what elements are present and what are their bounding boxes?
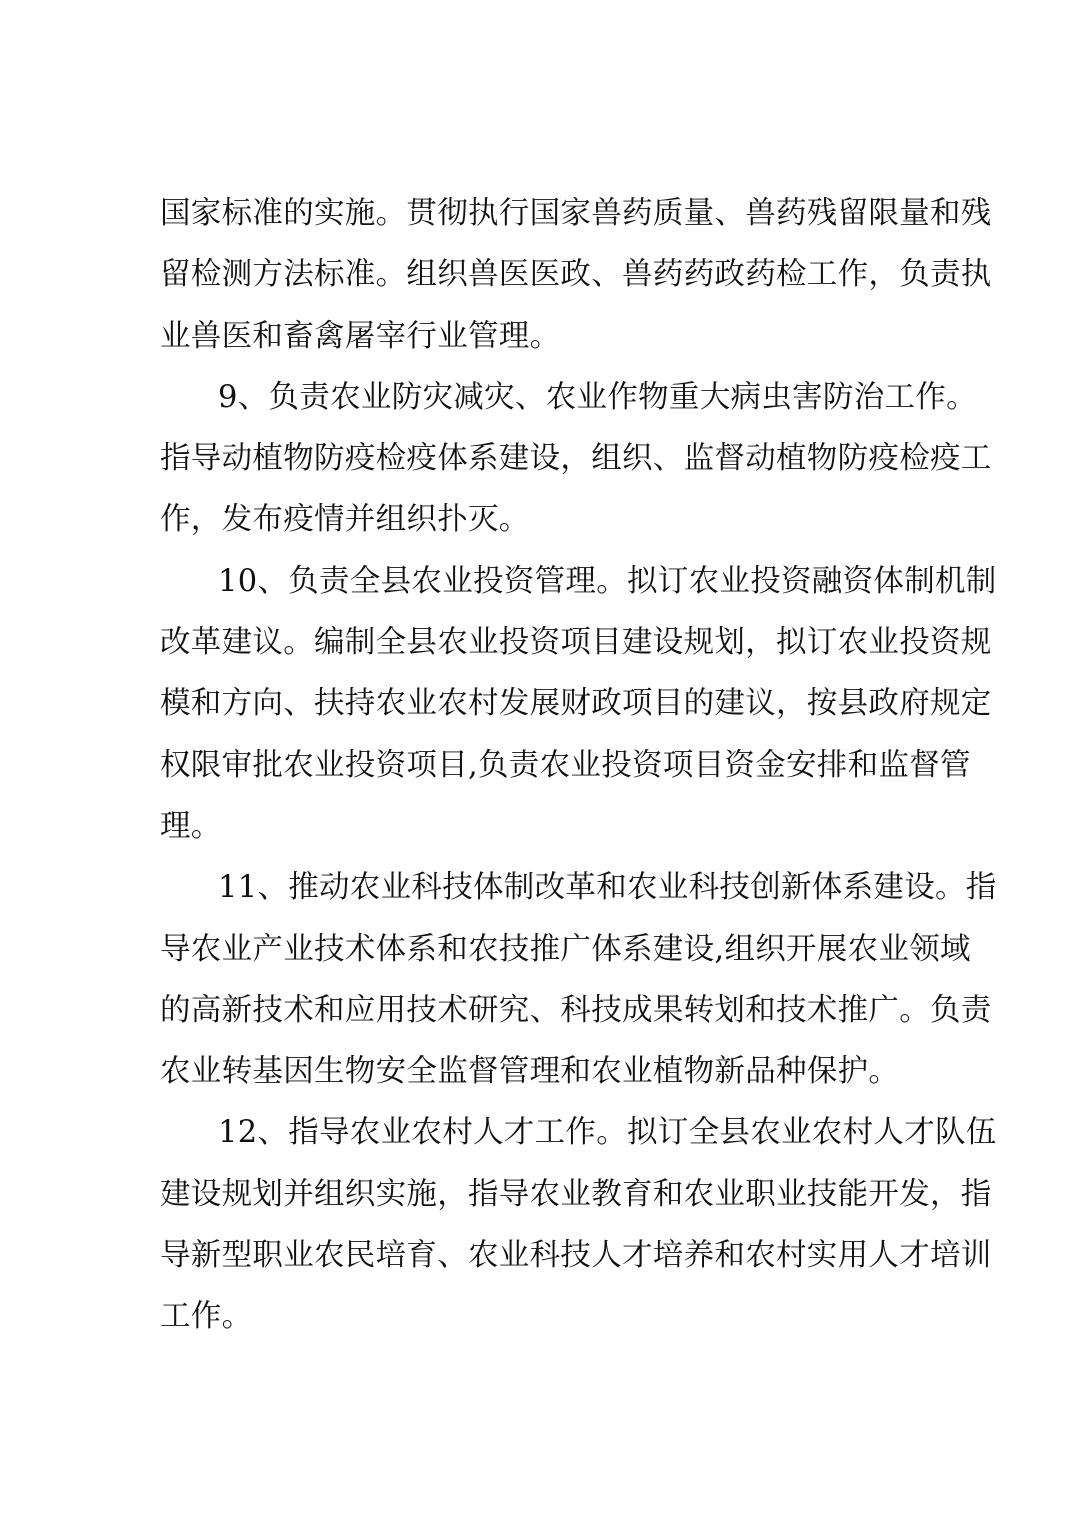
paragraph-line: 10、负责全县农业投资管理。拟订农业投资融资体制机制 bbox=[218, 563, 997, 599]
paragraph-line: 模和方向、扶持农业农村发展财政项目的建议，按县政府规定 bbox=[160, 686, 992, 722]
paragraph-line: 国家标准的实施。贯彻执行国家兽药质量、兽药残留限量和残 bbox=[160, 196, 992, 231]
paragraph-line: 导新型职业农民培育、农业科技人才培养和农村实用人才培训 bbox=[160, 1238, 992, 1274]
paragraph-line: 建设规划并组织实施，指导农业教育和农业职业技能开发，指 bbox=[160, 1176, 992, 1212]
document-body bbox=[160, 183, 997, 1348]
paragraph-line: 指导动植物防疫检疫体系建设，组织、监督动植物防疫检疫工 bbox=[160, 441, 992, 477]
paragraph-line: 11、推动农业科技体制改革和农业科技创新体系建设。指 bbox=[218, 870, 997, 906]
paragraph-item-9 bbox=[160, 367, 992, 551]
paragraph-line: 理。 bbox=[160, 808, 222, 844]
paragraph-line: 导农业产业技术体系和农技推广体系建设,组织开展农业领域 bbox=[160, 931, 971, 967]
paragraph-item-10 bbox=[160, 551, 997, 857]
paragraph-line: 权限审批农业投资项目,负责农业投资项目资金安排和监督管 bbox=[160, 747, 971, 783]
paragraph-intro bbox=[160, 183, 992, 367]
paragraph-line: 业兽医和畜禽屠宰行业管理。 bbox=[160, 318, 561, 354]
paragraph-line: 改革建议。编制全县农业投资项目建设规划，拟订农业投资规 bbox=[160, 625, 992, 661]
paragraph-line: 工作。 bbox=[160, 1299, 253, 1335]
paragraph-line: 作，发布疫情并组织扑灭。 bbox=[160, 502, 530, 538]
paragraph-item-11 bbox=[160, 857, 997, 1102]
paragraph-line: 的高新技术和应用技术研究、科技成果转划和技术推广。负责 bbox=[160, 992, 992, 1028]
paragraph-item-12 bbox=[160, 1102, 997, 1347]
paragraph-line: 农业转基因生物安全监督管理和农业植物新品种保护。 bbox=[160, 1054, 900, 1090]
paragraph-line: 9、负责农业防灾减灾、农业作物重大病虫害防治工作。 bbox=[218, 379, 977, 415]
paragraph-line: 12、指导农业农村人才工作。拟订全县农业农村人才队伍 bbox=[218, 1115, 997, 1151]
paragraph-line: 留检测方法标准。组织兽医医政、兽药药政药检工作，负责执 bbox=[160, 257, 992, 293]
